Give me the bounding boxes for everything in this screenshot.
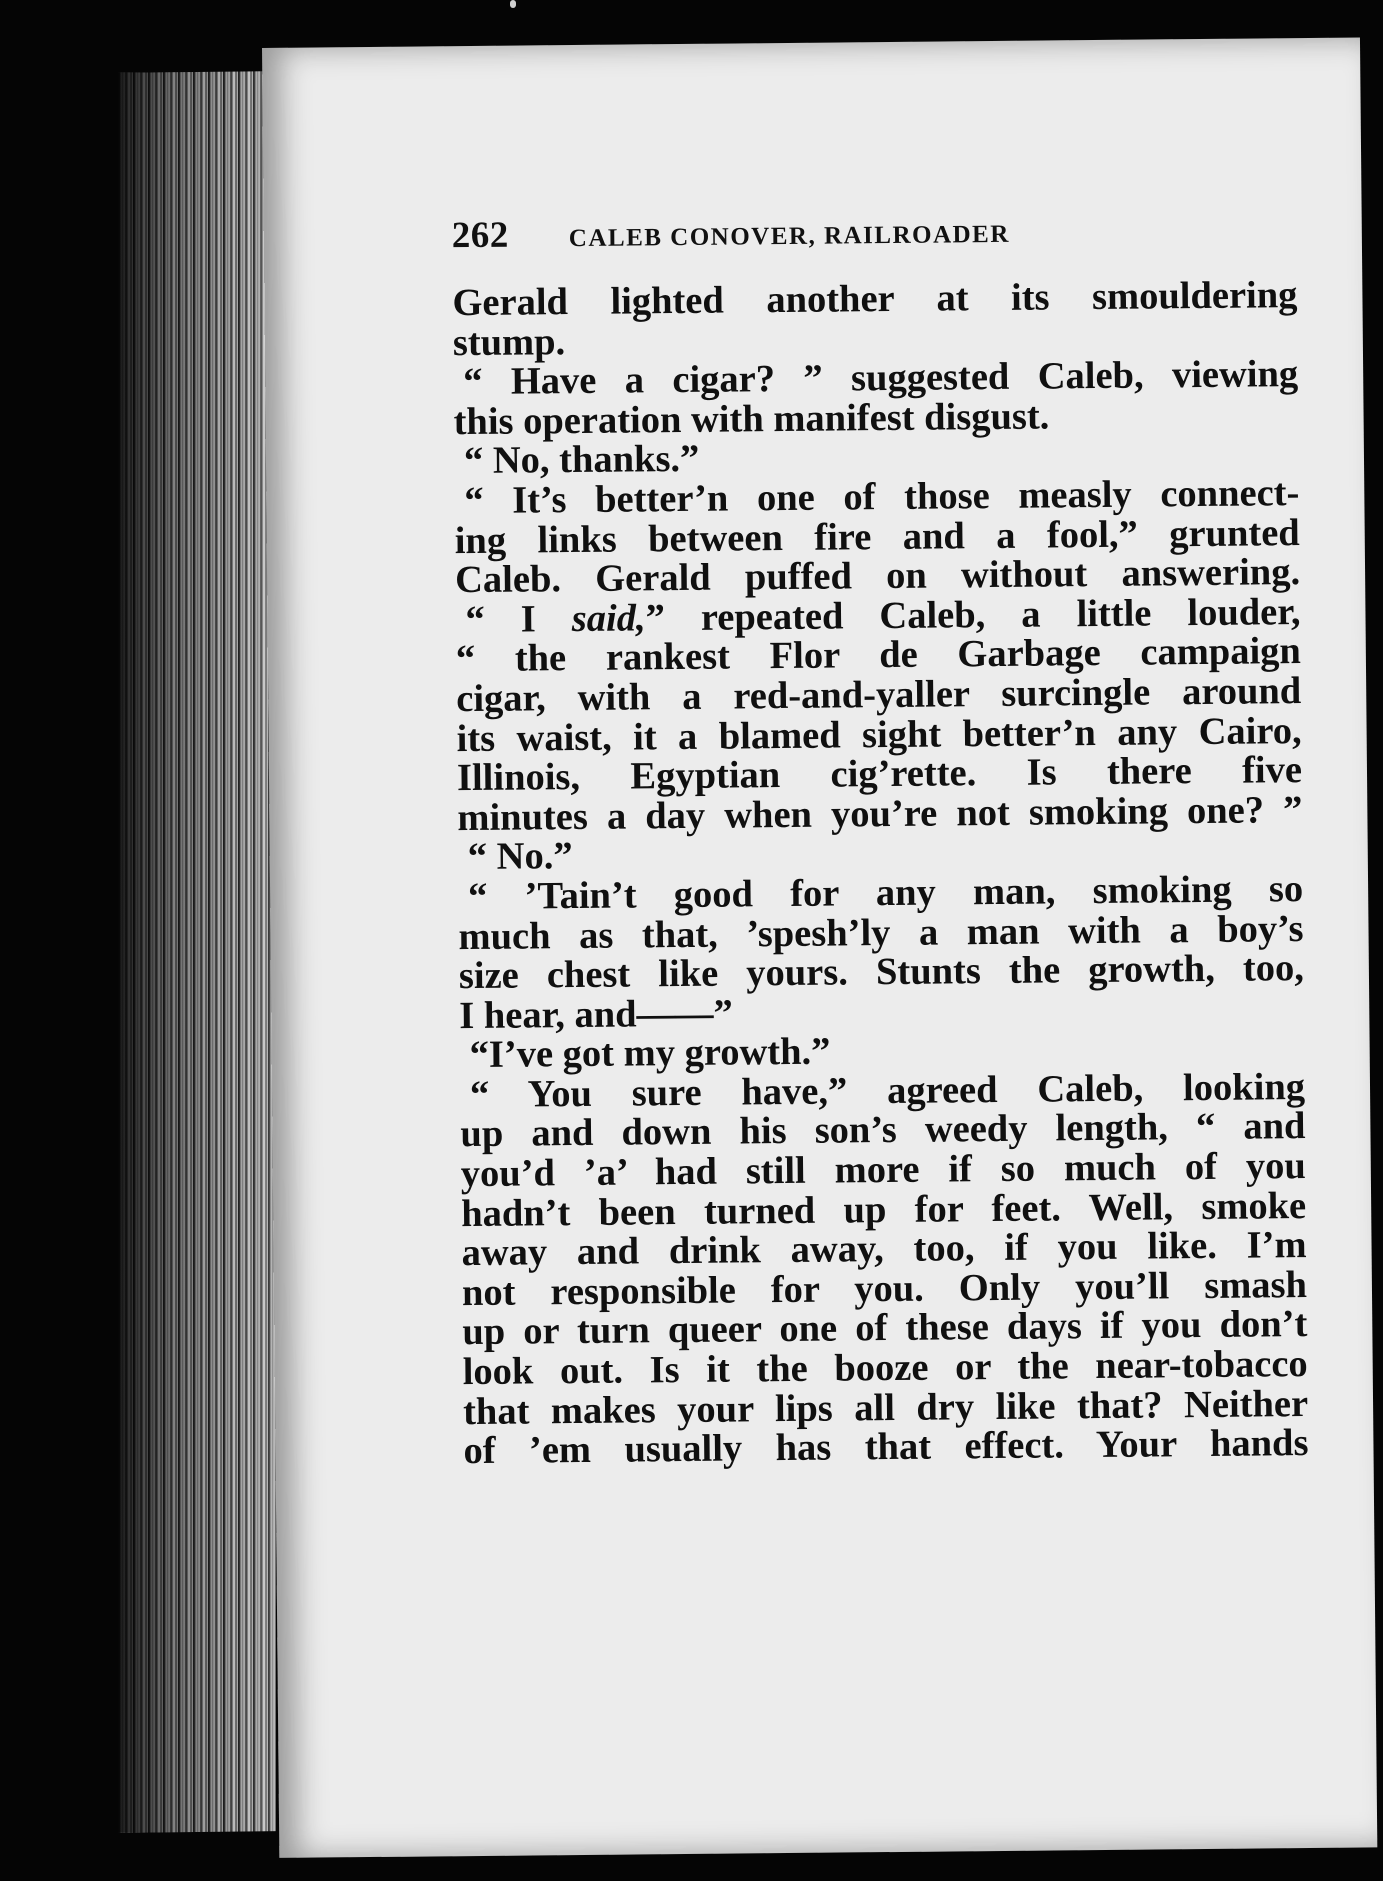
text-line: stump. (452, 320, 566, 364)
text-line: “I’ve got my growth.” (469, 1030, 831, 1077)
text-line: its waist, it a blamed sight better’n any Cairo, (456, 709, 1302, 760)
text-line: “ You sure have,” agreed Caleb, looking (469, 1065, 1306, 1116)
running-head-title: CALEB CONOVER, RAILROADER (568, 220, 1010, 253)
italic-word: said, (571, 597, 646, 640)
text-line: I hear, and——” (459, 992, 733, 1037)
text-line: much as that, ’spesh’ly a man with a boy’s (458, 907, 1304, 958)
text-line: not responsible for you. Only you’ll smash (461, 1263, 1308, 1314)
text-fragment: “ I (465, 597, 572, 641)
text-line: cigar, with a red-and-yaller surcingle around (456, 669, 1302, 721)
text-line: you’d ’a’ had still more if so much of you (460, 1145, 1306, 1196)
text-line: away and drink away, too, if you like. I’m (461, 1224, 1307, 1275)
text-line: Illinois, Egyptian cig’rette. Is there five (456, 749, 1303, 800)
text-line: of ’em usually has that effect. Your hands (463, 1422, 1309, 1473)
text-line: “ Have a cigar? ” suggested Caleb, viewing (463, 353, 1299, 404)
text-line: that makes your lips all dry like that? Neither (462, 1382, 1309, 1433)
text-line: “ ’Tain’t good for any man, smoking so (467, 867, 1304, 918)
text-line: minutes a day when you’re not smoking one? ” (457, 788, 1303, 839)
page-number: 262 (451, 214, 510, 257)
book-fore-edge (118, 71, 276, 1833)
text-line: “ No, thanks.” (463, 438, 700, 483)
text-line: up or turn queer one of these days if you don’t (462, 1303, 1308, 1354)
text-line: size chest like yours. Stunts the growth, too, (458, 947, 1305, 998)
text-line: ing links between fire and a fool,” grunted (454, 511, 1300, 562)
text-line: Caleb. Gerald puffed on without answering. (454, 551, 1301, 602)
book-page (262, 37, 1377, 1857)
text-fragment: ” repeated Caleb, a little louder, (645, 590, 1301, 640)
body-text (452, 276, 1308, 1472)
text-line: up and down his son’s weedy length, “ and (460, 1105, 1306, 1156)
text-line: hadn’t been turned up for feet. Well, smoke (460, 1184, 1307, 1235)
text-line: Gerald lighted another at its smouldering (452, 274, 1298, 325)
text-line: this operation with manifest disgust. (453, 395, 1050, 443)
scan-artifact-dot (510, 0, 516, 8)
text-line: “ No.” (467, 835, 573, 879)
running-head (452, 207, 1212, 257)
text-line: “ It’s better’n one of those measly connect- (464, 472, 1300, 523)
text-line: “ the rankest Flor de Garbage campaign (455, 630, 1302, 681)
text-line: look out. Is it the booze or the near-tobacco (462, 1343, 1308, 1394)
